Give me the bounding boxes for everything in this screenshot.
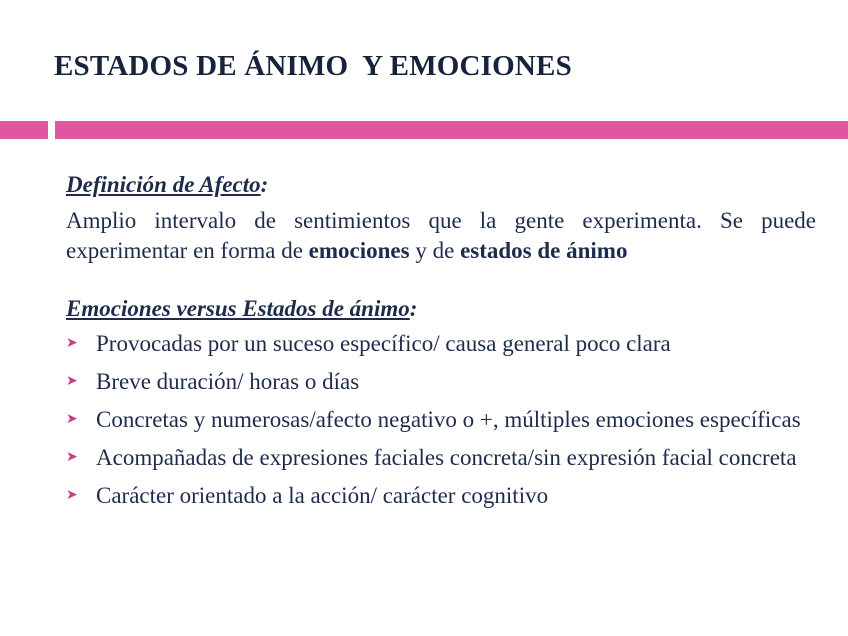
list-item: ➤ Acompañadas de expresiones faciales concreta/sin expresión facial concreta — [66, 445, 797, 470]
arrow-right-icon: ➤ — [66, 373, 78, 389]
arrow-right-icon: ➤ — [66, 487, 78, 503]
list-item: ➤ Breve duración/ horas o días — [66, 369, 360, 394]
accent-bar-left — [0, 121, 48, 139]
list-item: ➤ Concretas y numerosas/afecto negativo o +, múltiples emociones específicas — [66, 407, 801, 432]
list-item: ➤ Carácter orientado a la acción/ carácter cognitivo — [66, 483, 549, 508]
slide-content — [66, 172, 816, 519]
definition-heading: Definición de Afecto: — [66, 172, 269, 197]
slide-title: ESTADOS DE ÁNIMO Y EMOCIONES — [54, 50, 572, 82]
comparison-list — [66, 329, 816, 510]
arrow-right-icon: ➤ — [66, 449, 78, 465]
arrow-right-icon: ➤ — [66, 335, 78, 351]
list-item: ➤ Provocadas por un suceso específico/ causa general poco clara — [66, 331, 671, 356]
definition-text: Amplio intervalo de sentimientos que la gente experimenta. Se puede experimentar en forma de emociones y de estados de ánimo — [66, 208, 816, 263]
accent-bar-main — [55, 121, 848, 139]
bold-term-emociones: emociones — [308, 238, 410, 263]
bold-term-estados: estados de ánimo — [460, 238, 628, 263]
comparison-heading: Emociones versus Estados de ánimo: — [66, 296, 418, 321]
arrow-right-icon: ➤ — [66, 411, 78, 427]
